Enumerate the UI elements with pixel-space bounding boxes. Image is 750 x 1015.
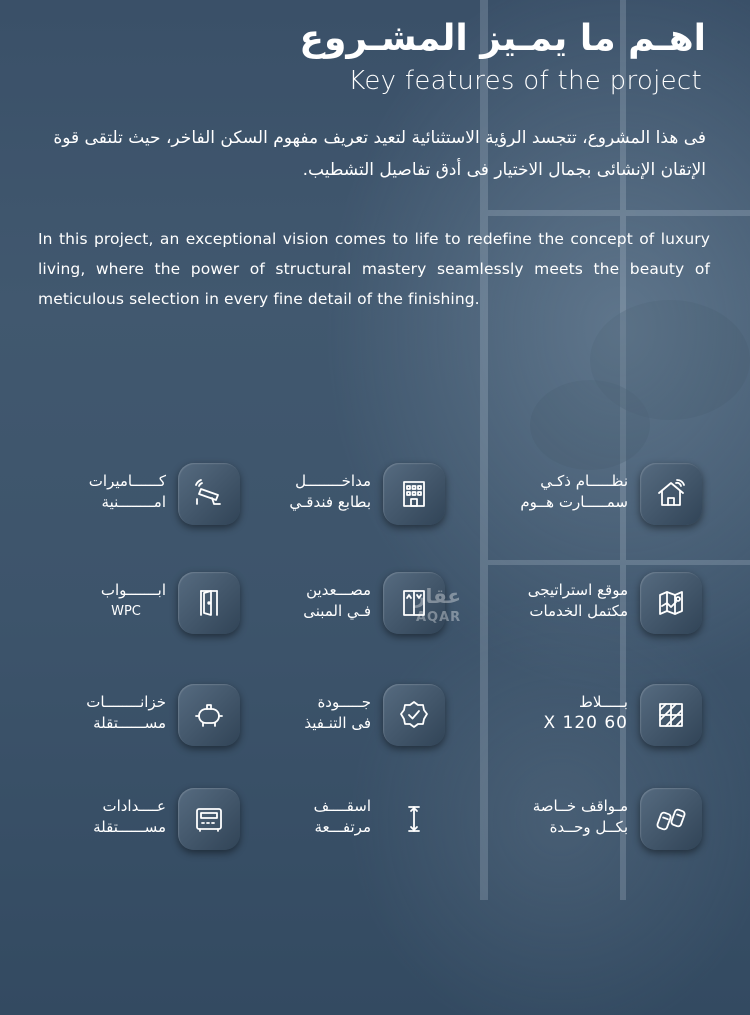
feature-label-line2: مســــــتقلة bbox=[93, 818, 166, 836]
feature-label-line2: مرتفـــعة bbox=[314, 818, 371, 836]
meter-icon bbox=[178, 788, 240, 850]
aqar-watermark-logo bbox=[406, 584, 466, 630]
feature-label-line2: مكتمل الخدمات bbox=[529, 602, 628, 620]
feature-label-line1: نظـــــام ذكـي bbox=[540, 472, 628, 490]
feature-hotel-entrances bbox=[210, 463, 445, 535]
feature-independent-tanks bbox=[5, 684, 240, 756]
map-location-icon bbox=[640, 572, 702, 634]
door-icon bbox=[178, 572, 240, 634]
heading-english: Key features of the project bbox=[348, 66, 702, 96]
feature-label-line2: 60 X 120 bbox=[543, 713, 628, 733]
feature-tiles bbox=[467, 684, 702, 756]
feature-label-line1: كــــــاميرات bbox=[88, 472, 166, 490]
feature-label-line2: سمـــــارت هــوم bbox=[520, 493, 628, 511]
parking-cars-icon bbox=[640, 788, 702, 850]
feature-label-line2: امــــــــنية bbox=[101, 493, 166, 511]
feature-smart-home bbox=[467, 463, 702, 535]
watermark-english: AQAR bbox=[416, 610, 462, 625]
feature-label-line2: WPC bbox=[111, 604, 141, 619]
smart-home-icon bbox=[640, 463, 702, 525]
feature-label-line1: اسقــــف bbox=[313, 797, 371, 815]
watermark-arabic: عقار bbox=[414, 584, 462, 608]
water-tank-icon bbox=[178, 684, 240, 746]
tiles-icon bbox=[640, 684, 702, 746]
feature-label-line1: مداخــــــــل bbox=[295, 472, 371, 490]
building-icon bbox=[383, 463, 445, 525]
feature-private-parking bbox=[467, 788, 702, 860]
feature-label-line1: بـــــلاط bbox=[579, 693, 628, 711]
feature-label-line1: عــــدادات bbox=[102, 797, 166, 815]
feature-execution-quality bbox=[210, 684, 445, 756]
feature-label-line2: فى التنـفيذ bbox=[304, 714, 371, 732]
feature-security-cameras bbox=[5, 463, 240, 535]
feature-label-line2: بكــل وحــدة bbox=[549, 818, 628, 836]
feature-label-line1: جـــــودة bbox=[317, 693, 371, 711]
feature-label-line1: مصـــعدين bbox=[306, 581, 371, 599]
ceiling-height-icon bbox=[383, 788, 445, 850]
feature-high-ceilings bbox=[210, 788, 445, 860]
security-camera-icon bbox=[178, 463, 240, 525]
feature-wpc-doors bbox=[5, 572, 240, 644]
feature-label-line1: موقع استراتيجى bbox=[527, 581, 628, 599]
feature-label-line2: مســــــتقلة bbox=[93, 714, 166, 732]
feature-strategic-location bbox=[467, 572, 702, 644]
feature-label-line1: خزانــــــــات bbox=[86, 693, 166, 711]
feature-label-line2: بطابع فندقـي bbox=[289, 493, 371, 511]
feature-label-line1: ابـــــــواب bbox=[100, 581, 166, 599]
feature-independent-meters bbox=[5, 788, 240, 860]
heading-arabic: اهـم ما يمـيز المشـروع bbox=[299, 18, 706, 59]
intro-arabic: فى هذا المشروع، تتجسد الرؤية الاستثنائية لتعيد تعريف مفهوم السكن الفاخر، حيث تلتقى قوة الإتقان الإنشائى بجمال الاختيار فى أدق تفاصيل التشطيب. bbox=[53, 128, 706, 180]
intro-english: In this project, an exceptional vision comes to life to redefine the concept of luxury living, where the power of structural mastery seamlessly meets the beauty of meticulous selection in every fine detail of the finishing. bbox=[38, 230, 710, 308]
quality-badge-icon bbox=[383, 684, 445, 746]
feature-label-line1: مـواقف خــاصة bbox=[532, 797, 628, 815]
feature-label-line2: فـي المبنى bbox=[303, 602, 371, 620]
